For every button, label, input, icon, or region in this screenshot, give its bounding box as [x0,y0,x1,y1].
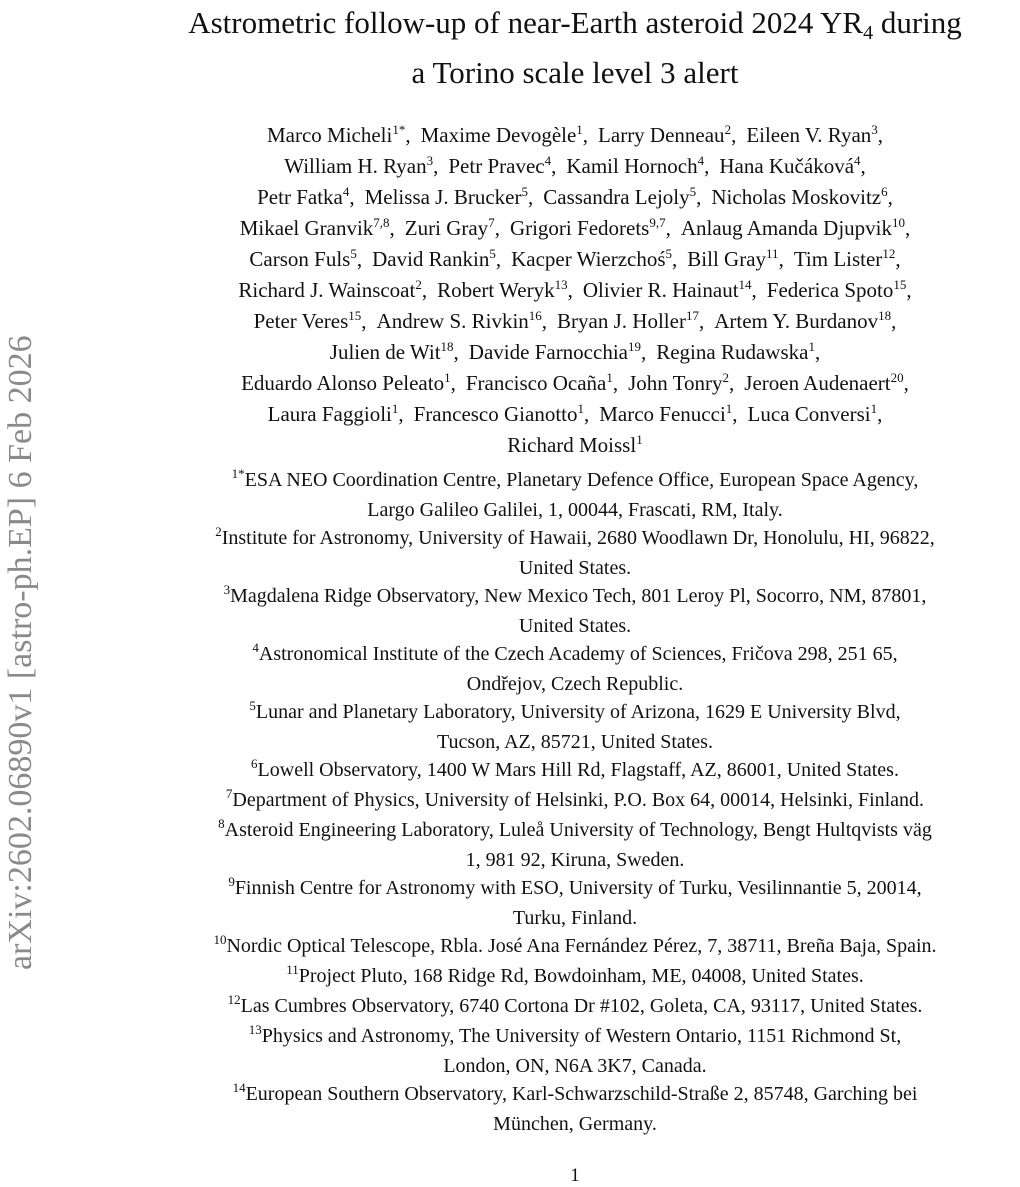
affiliation-mark: 5 [350,246,357,261]
author-name: Olivier R. Hainaut [582,278,739,302]
affiliation-number: 5 [249,698,256,713]
affiliation-text: Nordic Optical Telescope, Rbla. José Ana Fernández Pérez, 7, 38711, Breña Baja, Spain. [226,935,937,957]
affiliation-mark: 4 [697,153,705,168]
affiliation-mark: 14 [738,277,752,292]
affiliation-mark: 16 [528,308,542,323]
author-name: John Tonry [628,371,723,395]
affiliation-text: München, Germany. [493,1113,657,1135]
author-line [128,431,1020,462]
affiliation-text: Physics and Astronomy, The University of Western Ontario, 1151 Richmond St, [261,1025,902,1047]
affiliation-number: 3 [223,582,231,597]
affiliation [128,962,1020,992]
affiliation-mark: 5 [521,184,528,199]
affiliation-line [128,846,1020,874]
affiliation-text: Ondřejov, Czech Republic. [466,673,684,695]
affiliation-line [128,1110,1020,1138]
affiliation-mark: 5 [489,246,496,261]
author: Luca Conversi$^1$, [747,401,883,426]
author-name: Richard Moissl [507,433,637,457]
author: Anlaug Amanda Djupvik$^{10}$, [680,215,911,240]
author: Carson Fuls$^5$, [249,246,363,271]
paper-title [128,0,1020,95]
affiliation [128,756,1020,786]
affiliation [128,1080,1020,1138]
affiliation-line [128,962,1020,992]
affiliation-line [128,524,1020,554]
page-number: 1 [570,1165,580,1186]
author-name: Carson Fuls [249,247,351,271]
author: Marco Fenucci$^1$, [599,401,738,426]
affiliation-line [128,786,1020,816]
affiliation-mark: 15 [348,308,362,323]
affiliation-mark: 2 [724,122,732,137]
author: William H. Ryan$^3$, [284,153,439,178]
author: Peter Veres$^{15}$, [253,308,367,333]
affiliation-mark: 15 [893,277,907,292]
affiliation-mark: 5 [689,184,697,199]
author: Eileen V. Ryan$^3$, [746,122,884,147]
author-name: Mikael Granvik [239,216,374,240]
author-name: Marco Micheli [266,123,393,147]
author-name: Larry Denneau [598,123,725,147]
affiliation-line [128,1022,1020,1052]
author-line [128,183,1020,214]
author-name: Zuri Gray [404,216,489,240]
author-name: Bill Gray [687,247,767,271]
author-name: Petr Pravec [448,154,545,178]
author: Larry Denneau$^2$, [598,122,737,147]
author-line [128,245,1020,276]
affiliation-line [128,698,1020,728]
author-name: Nicholas Moskovitz [711,185,882,209]
author: Melissa J. Brucker$^5$, [364,184,534,209]
author-line [128,307,1020,338]
affiliation-line [128,904,1020,932]
affiliation-mark: 13 [554,277,568,292]
affiliation-text: United States. [518,557,632,579]
affiliation [128,698,1020,756]
author-line [128,400,1020,431]
affiliation-mark: 18 [440,339,454,354]
affiliation-text: Tucson, AZ, 85721, United States. [437,731,713,753]
affiliation [128,466,1020,524]
affiliation-mark: 19 [627,339,641,354]
affiliation-text: United States. [518,615,632,637]
author: Maxime Devogèle$^1$, [420,122,589,147]
author-name: Laura Faggioli [267,402,392,426]
affiliation [128,786,1020,816]
author-name: Artem Y. Burdanov [714,309,879,333]
affiliation-line [128,756,1020,786]
affiliation-mark: 1 [636,432,643,447]
author-line [128,121,1020,152]
author: Grigori Fedorets$^{9,7}$, [509,215,671,240]
affiliation [128,874,1020,932]
affiliation-mark: 2 [415,277,422,292]
author-name: Anlaug Amanda Djupvik [680,216,892,240]
author: Kacper Wierzchoś$^5$, [511,246,678,271]
affiliation-text: Magdalena Ridge Observatory, New Mexico Tech, 801 Leroy Pl, Socorro, NM, 87801, [230,585,927,607]
author-name: Andrew S. Rivkin [376,309,529,333]
affiliation [128,992,1020,1022]
author: Cassandra Lejoly$^5$, [543,184,702,209]
affiliation-number: 11 [286,962,299,977]
affiliation-mark: 1 [870,401,878,416]
author: Davide Farnocchia$^{19}$, [468,339,647,364]
affiliation-mark: 7,8 [373,215,390,230]
title-line-1-end: during [873,5,962,40]
affiliation-mark: 7 [488,215,495,230]
author: Francisco Ocaña$^1$, [465,370,619,395]
author: Laura Faggioli$^1$, [267,401,404,426]
affiliation-text: Department of Physics, University of Helsinki, P.O. Box 64, 00014, Helsinki, Finland. [232,789,925,811]
author: Marco Micheli$^{1*}$, [266,122,411,147]
affiliation-number: 9 [228,874,235,889]
affiliation [128,932,1020,962]
author-name: David Rankin [372,247,490,271]
affiliation-line [128,582,1020,612]
affiliation-text: ESA NEO Coordination Centre, Planetary Defence Office, European Space Agency, [244,469,919,491]
affiliation-number: 14 [232,1080,246,1095]
affiliation-number: 13 [248,1022,262,1037]
author-name: Melissa J. Brucker [364,185,522,209]
author: Artem Y. Burdanov$^{18}$, [714,308,897,333]
author-name: Cassandra Lejoly [543,185,690,209]
affiliation-mark: 1 [391,401,399,416]
author: Regina Rudawska$^1$, [656,339,821,364]
affiliation-line [128,1052,1020,1080]
affiliation [128,1022,1020,1080]
affiliation [128,640,1020,698]
author: Tim Lister$^{12}$, [793,246,901,271]
author-name: Hana Kučáková [719,154,855,178]
author: Robert Weryk$^{13}$, [437,277,573,302]
affiliation [128,524,1020,582]
affiliation [128,816,1020,874]
title-line-1: Astrometric follow-up of near-Earth asteroid 2024 YR [188,5,864,40]
affiliation-mark: 3 [871,122,878,137]
author-name: Jeroen Audenaert [744,371,891,395]
author-name: Grigori Fedorets [509,216,650,240]
affiliation-text: Largo Galileo Galilei, 1, 00044, Frascati, RM, Italy. [367,499,783,521]
affiliation-number: 7 [225,786,233,801]
author: Jeroen Audenaert$^{20}$, [744,370,909,395]
affiliation-mark: 11 [766,246,779,261]
affiliation-line [128,816,1020,846]
affiliation-text: Astronomical Institute of the Czech Academy of Sciences, Fričova 298, 251 65, [258,643,898,665]
author: Petr Fatka$^4$, [257,184,355,209]
affiliation-line [128,874,1020,904]
author: Bryan J. Holler$^{17}$, [557,308,705,333]
affiliation-line [128,728,1020,756]
author-name: Maxime Devogèle [420,123,577,147]
author-name: Petr Fatka [257,185,343,209]
author: Julien de Wit$^{18}$, [329,339,459,364]
affiliation-mark: 1 [444,370,451,385]
author: David Rankin$^5$, [372,246,502,271]
author [507,433,642,457]
affiliation-text: Lowell Observatory, 1400 W Mars Hill Rd, Flagstaff, AZ, 86001, United States. [257,759,899,781]
author: Nicholas Moskovitz$^6$, [711,184,893,209]
author: Hana Kučáková$^4$, [719,153,866,178]
affiliation-number: 6 [251,756,258,771]
affiliation-mark: 4 [544,153,552,168]
author-line [128,214,1020,245]
affiliation-line [128,992,1020,1022]
affiliation-list [128,466,1020,1138]
author-list [128,121,1020,462]
affiliation-text: Institute for Astronomy, University of Hawaii, 2680 Woodlawn Dr, Honolulu, HI, 96822, [221,527,935,549]
author: Kamil Hornoch$^4$, [566,153,710,178]
affiliation-mark: 5 [665,246,673,261]
affiliation-number: 12 [227,992,241,1007]
author: Olivier R. Hainaut$^{14}$, [582,277,757,302]
affiliation-mark: 18 [878,308,892,323]
affiliation-mark: 20 [890,370,904,385]
author-name: Eduardo Alonso Peleato [241,371,445,395]
affiliation-mark: 6 [881,184,888,199]
affiliation-text: Finnish Centre for Astronomy with ESO, University of Turku, Vesilinnantie 5, 20014, [234,877,922,899]
author-line [128,276,1020,307]
affiliation-text: European Southern Observatory, Karl-Schwarzschild-Straße 2, 85748, Garching bei [245,1083,918,1105]
author: Petr Pravec$^4$, [448,153,557,178]
affiliation-text: Project Pluto, 168 Ridge Rd, Bowdoinham, ME, 04008, United States. [298,965,864,987]
affiliation-mark: 3 [426,153,434,168]
affiliation-text: 1, 981 92, Kiruna, Sweden. [465,849,685,871]
author: Mikael Granvik$^{7,8}$, [239,215,395,240]
affiliation-text: Las Cumbres Observatory, 6740 Cortona Dr #102, Goleta, CA, 93117, United States. [240,995,923,1017]
affiliation-line [128,496,1020,524]
author-name: Francisco Ocaña [465,371,607,395]
author-name: Kamil Hornoch [566,154,698,178]
affiliation-line [128,1080,1020,1110]
author: Richard J. Wainscoat$^2$, [238,277,428,302]
affiliation-mark: 12 [882,246,896,261]
affiliation-mark: 17 [685,308,699,323]
author-name: Luca Conversi [747,402,871,426]
author-name: Peter Veres [253,309,349,333]
author-name: Kacper Wierzchoś [511,247,666,271]
affiliation-mark: 1 [576,122,583,137]
affiliation-number: 1* [231,466,245,481]
affiliation-line [128,612,1020,640]
affiliation [128,582,1020,640]
affiliation-mark: 1 [577,401,584,416]
author-name: Tim Lister [793,247,883,271]
author-name: Regina Rudawska [656,340,809,364]
author: Bill Gray$^{11}$, [687,246,784,271]
affiliation-line [128,670,1020,698]
affiliation-line [128,932,1020,962]
affiliation-line [128,466,1020,496]
author-name: Robert Weryk [437,278,555,302]
affiliation-mark: 4 [342,184,350,199]
title-line-2: a Torino scale level 3 alert [411,55,739,90]
affiliation-mark: 1 [606,370,613,385]
author-name: Davide Farnocchia [468,340,628,364]
author-name: Marco Fenucci [599,402,726,426]
author-name: Bryan J. Holler [557,309,686,333]
affiliation-line [128,640,1020,670]
affiliation-line [128,554,1020,582]
affiliation-text: London, ON, N6A 3K7, Canada. [443,1055,707,1077]
author: Zuri Gray$^7$, [404,215,500,240]
author: John Tonry$^2$, [628,370,735,395]
author-name: Federica Spoto [766,278,894,302]
author-line [128,152,1020,183]
author-line [128,338,1020,369]
affiliation-number: 8 [218,816,225,831]
affiliation-text: Asteroid Engineering Laboratory, Luleå University of Technology, Bengt Hultqvists väg [224,819,932,841]
author-name: Richard J. Wainscoat [238,278,416,302]
author-name: Eileen V. Ryan [746,123,872,147]
affiliation-mark: 9,7 [649,215,666,230]
affiliation-mark: 1 [725,401,733,416]
author: Eduardo Alonso Peleato$^1$, [241,370,456,395]
affiliation-mark: 4 [854,153,861,168]
author-line [128,369,1020,400]
author: Andrew S. Rivkin$^{16}$, [376,308,548,333]
affiliation-text: Lunar and Planetary Laboratory, University of Arizona, 1629 E University Blvd, [255,701,901,723]
author-name: Francesco Gianotto [413,402,578,426]
arxiv-stamp: arXiv:2602.06890v1 [astro-ph.EP] 6 Feb 2026 [2,335,39,970]
affiliation-mark: 10 [891,215,905,230]
author-name: William H. Ryan [284,154,427,178]
affiliation-mark: 1 [808,339,815,354]
affiliation-text: Turku, Finland. [512,907,638,929]
author: Francesco Gianotto$^1$, [413,401,590,426]
affiliation-mark: 2 [722,370,730,385]
affiliation-number: 10 [213,932,227,947]
affiliation-number: 2 [215,524,222,539]
author: Federica Spoto$^{15}$, [766,277,912,302]
author-name: Julien de Wit [329,340,441,364]
affiliation-mark: 1* [392,122,406,137]
affiliation-number: 4 [252,640,259,655]
title-subscript: 4 [863,22,874,44]
